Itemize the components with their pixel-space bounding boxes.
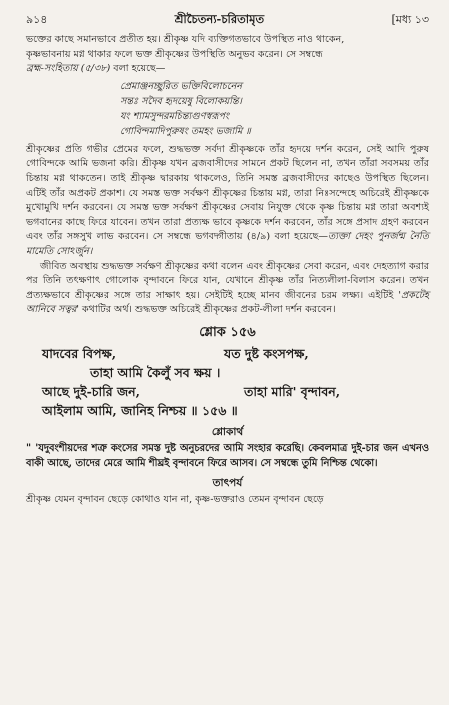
scripture-reference: ব্রহ্ম-সংহিতায় (৫/৩৮) bbox=[26, 63, 111, 75]
paragraph-3-quote: 'প্রকটেহ আনিবে সত্বর' bbox=[26, 289, 429, 316]
page-header bbox=[26, 12, 429, 27]
chapter-marker: [মধ্য ১৩ bbox=[391, 13, 429, 26]
reference-tail: বলা হয়েছে— bbox=[110, 63, 166, 75]
verse-line-2: সন্তঃ সদৈব হৃদয়েষু বিলোকয়ন্তি। bbox=[120, 95, 242, 107]
verse-line-4: গোবিন্দমাদিপুরুষং তমহং ভজামি ॥ bbox=[120, 125, 251, 137]
shloka-line-1b: যত দুষ্ট কংসপক্ষ, bbox=[224, 345, 309, 361]
book-title: শ্রীচৈতন্য-চরিতামৃত bbox=[174, 12, 265, 26]
paragraph-1-line-2: কৃষ্ণভাবনায় মগ্ন থাকার ফলে ভক্ত শ্রীকৃষ্ণের উপস্থিতি অনুভব করেন। সে সম্বন্ধে bbox=[26, 48, 323, 60]
shloka-line-3a: আছে দুই-চারি জন, bbox=[42, 383, 140, 399]
translation-text: " 'যদুবংশীয়দের শত্রু কংসের সমস্ত দুষ্ট অনুচরদের আমি সংহার করেছি। কেবলমাত্র দুই-চার জন এখনও বাকী আছে, তাদের মেরে আমি শীঘ্রই বৃন্দাবনে ফিরে আসব। সে সম্বন্ধে তুমি নিশ্চিন্ত থেকো। bbox=[26, 442, 429, 469]
purport-title: তাৎপর্য bbox=[212, 477, 243, 490]
paragraph-1-line-3 bbox=[26, 62, 429, 77]
translation-title: শ্লোকার্থ bbox=[211, 425, 244, 438]
paragraph-1-line-1: ভক্তের কাছে সমানভাবে প্রতীত হয়। শ্রীকৃষ্ণ যদি ব্যক্তিগতভাবে উপস্থিত নাও থাকেন, bbox=[26, 34, 345, 45]
shloka-line-1a: যাদবের বিপক্ষ, bbox=[42, 345, 117, 361]
gita-quote: ত্যক্তা দেহং পুনর্জন্ম নৈতি মামেতি সোঽর্জুন। bbox=[26, 231, 429, 257]
shloka-line-4: আইলাম আমি, জানিহ নিশ্চয় ॥ ১৫৬ ॥ bbox=[42, 402, 238, 418]
sanskrit-verse bbox=[120, 79, 429, 139]
shloka-line-3b: তাহা মারি' বৃন্দাবন, bbox=[244, 383, 341, 399]
paragraph-2 bbox=[26, 143, 429, 318]
purport-text: শ্রীকৃষ্ণ যেমন বৃন্দাবন ছেড়ে কোথাও যান না, কৃষ্ণ-ভক্তরাও তেমন বৃন্দাবন ছেড়ে bbox=[26, 494, 324, 506]
verse-line-3: যং শ্যামসুন্দরমচিন্ত্যগুণস্বরূপং bbox=[120, 110, 230, 122]
paragraph-3-text: জীবিত অবস্থায় শুদ্ধভক্ত সর্বক্ষণ শ্রীকৃষ্ণের কথা বলেন এবং শ্রীকৃষ্ণের সেবা করেন, এবং দেহত্যাগ করার পর তিনি তৎক্ষণাৎ গোলোক বৃন্দাবনে ফিরে যান, যেখানে শ্রীকৃষ্ণ তাঁর নিত্যলীলা-বিলাস করেন। তখন প্রত্যক্ষভাবে শ্রীকৃষ্ণের সঙ্গে তার সাক্ষাৎ হয়। সেইটিই হচ্ছে মানব জীবনের চরম লক্ষ্য। এইটিই bbox=[26, 260, 429, 301]
bengali-verse bbox=[26, 344, 429, 420]
paragraph-1 bbox=[26, 33, 429, 77]
page-number: ৯১৪ bbox=[26, 13, 48, 26]
shloka-line-2: তাহা আমি কৈলুঁ সব ক্ষয় । bbox=[90, 364, 221, 380]
verse-line-1: প্রেমাঞ্জনচ্ছুরিত ভক্তিবিলোচনেন bbox=[120, 80, 243, 92]
shloka-heading: শ্লোক ১৫৬ bbox=[199, 324, 256, 340]
paragraph-2-text: শ্রীকৃষ্ণের প্রতি গভীর প্রেমের ফলে, শুদ্ধভক্ত সর্বদা শ্রীকৃষ্ণকে তাঁর হৃদয়ে দর্শন করেন, সেই আদি পুরুষ গোবিন্দকে আমি ভজনা করি। শ্রীকৃষ্ণ যখন ব্রজবাসীদের সামনে প্রকট ছিলেন না, তখন তাঁরা সবসময় তাঁর চিন্তায় মগ্ন থাকতেন। তাই শ্রীকৃষ্ণ দ্বারকায় থাকলেও, তিনি সমস্ত ব্রজবাসীদের কাছেও উপস্থিত ছিলেন। এটিই তাঁর অপ্রকট প্রকাশ। যে সমস্ত ভক্ত সর্বক্ষণ শ্রীকৃষ্ণের চিন্তায় মগ্ন, তারা নিঃসন্দেহে অচিরেই শ্রীকৃষ্ণকে মুখোমুখি দর্শন করবেন। যে সমস্ত ভক্ত সর্বক্ষণ শ্রীকৃষ্ণের সেবায় নিযুক্ত থেকে কৃষ্ণ চিন্তায় মগ্ন তারা অবশ্যই ভগবানের কাছে ফিরে যাবেন। তখন তারা প্রত্যক্ষ ভাবে কৃষ্ণকে দর্শন করবেন, তাঁর সঙ্গে প্রসাদ গ্রহণ করবেন এবং তাঁর সঙ্গসুখ লাভ করবেন। সে সম্বন্ধে ভগবদ্গীতায় (৪/৯) বলা হয়েছে— bbox=[26, 143, 429, 243]
paragraph-3-tail: কথাটির অর্থ। শুদ্ধভক্ত অচিরেই শ্রীকৃষ্ণের প্রকট-লীলা দর্শন করবেন। bbox=[78, 304, 336, 316]
